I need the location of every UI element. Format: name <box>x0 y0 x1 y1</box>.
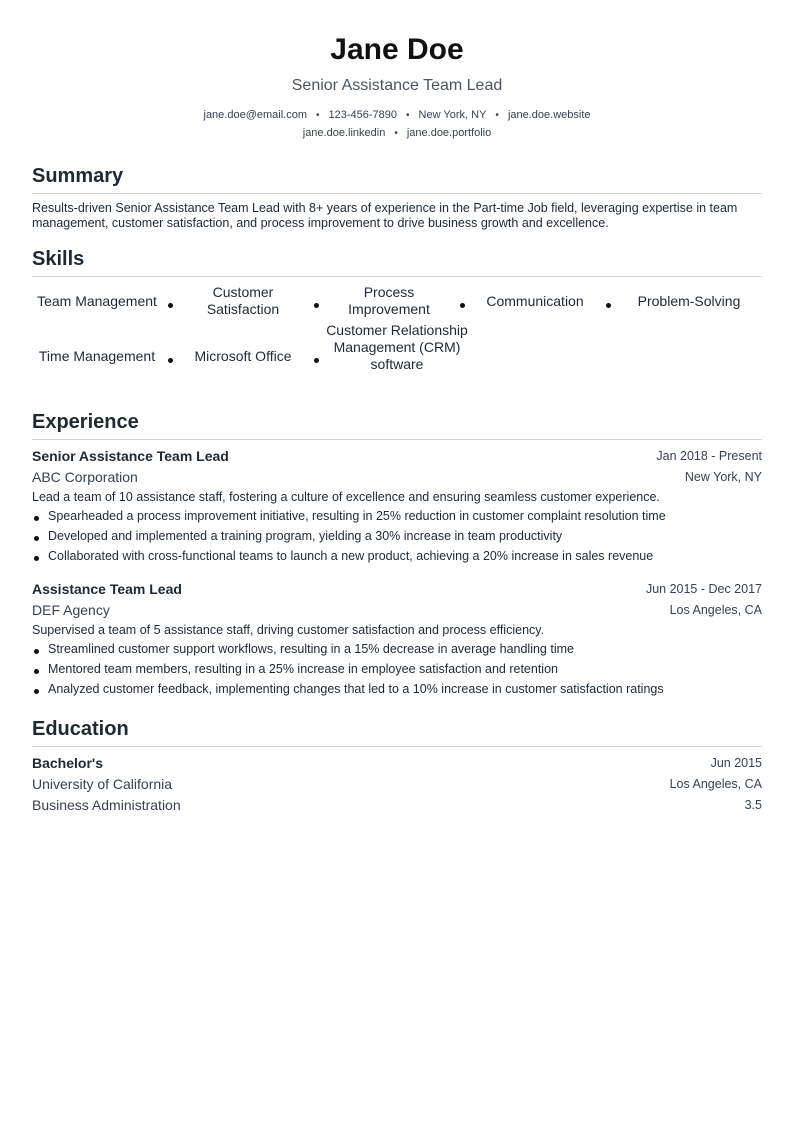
contact-location: New York, NY <box>418 109 487 121</box>
separator-dot: • <box>316 110 320 121</box>
candidate-name: Jane Doe <box>330 33 464 66</box>
education-location: Los Angeles, CA <box>669 777 762 791</box>
skill-item: Process Improvement <box>348 284 430 317</box>
bullet-text: Streamlined customer support workflows, resulting in a 15% decrease in average handling time <box>48 642 574 656</box>
skill-separator-dot <box>606 303 611 308</box>
section-title-experience: Experience <box>32 409 762 440</box>
job-description: Supervised a team of 5 assistance staff, driving customer satisfaction and process efficiency. <box>32 623 545 637</box>
job-dates: Jun 2015 - Dec 2017 <box>645 582 762 596</box>
bullet-text: Mentored team members, resulting in a 25% increase in employee satisfaction and retention <box>48 662 558 676</box>
summary-text: Results-driven Senior Assistance Team Lead with 8+ years of experience in the Part-time Job field, leveraging expertise in team management, customer satisfaction, and process improvement to drive business growth and excellence. <box>32 201 738 230</box>
contact-row <box>0 126 794 141</box>
skill-item: Communication <box>486 293 584 309</box>
contact-row <box>0 108 794 123</box>
contact-email[interactable]: jane.doe@email.com <box>203 109 307 121</box>
section-title-education: Education <box>32 716 762 747</box>
education-date: Jun 2015 <box>710 756 762 770</box>
list-item <box>32 661 762 677</box>
bullet-dot <box>34 689 39 694</box>
contact-website[interactable]: jane.doe.website <box>507 109 591 121</box>
bullet-dot <box>34 536 39 541</box>
skill-separator-dot <box>460 303 465 308</box>
skill-item: Customer Satisfaction <box>206 284 280 317</box>
contact-phone[interactable]: 123-456-7890 <box>328 109 398 121</box>
education-field: Business Administration <box>32 797 181 813</box>
bullet-text: Developed and implemented a training program, yielding a 30% increase in team productivity <box>48 529 563 543</box>
skill-item: Microsoft Office <box>194 348 292 364</box>
section-title-skills: Skills <box>32 246 762 277</box>
skills-row <box>32 322 762 392</box>
skill-separator-dot <box>314 303 319 308</box>
job-location: New York, NY <box>684 470 762 484</box>
bullet-dot <box>34 516 39 521</box>
job-company: DEF Agency <box>32 602 110 618</box>
skill-item: Team Management <box>37 293 157 309</box>
job-title: Assistance Team Lead <box>32 581 182 597</box>
list-item <box>32 641 762 657</box>
job-title: Senior Assistance Team Lead <box>32 448 229 464</box>
separator-dot: • <box>406 110 410 121</box>
separator-dot: • <box>495 110 499 121</box>
skill-separator-dot <box>168 303 173 308</box>
list-item <box>32 528 762 544</box>
skill-item: Problem-Solving <box>637 293 741 309</box>
bullet-text: Spearheaded a process improvement initiative, resulting in 25% reduction in customer complaint resolution time <box>48 509 666 523</box>
separator-dot: • <box>394 128 398 139</box>
list-item <box>32 508 762 524</box>
skill-separator-dot <box>314 358 319 363</box>
contact-portfolio[interactable]: jane.doe.portfolio <box>406 127 492 139</box>
education-gpa: 3.5 <box>744 798 762 812</box>
section-title-summary: Summary <box>32 163 762 194</box>
job-description: Lead a team of 10 assistance staff, fostering a culture of excellence and ensuring seamless customer experience. <box>32 490 660 504</box>
skill-item: Time Management <box>38 348 156 364</box>
job-dates: Jan 2018 - Present <box>656 449 762 463</box>
candidate-headline: Senior Assistance Team Lead <box>291 77 503 94</box>
list-item <box>32 548 762 564</box>
education-degree: Bachelor's <box>32 755 104 771</box>
bullet-text: Collaborated with cross-functional teams to launch a new product, achieving a 20% increase in sales revenue <box>48 549 654 563</box>
skill-separator-dot <box>168 358 173 363</box>
bullet-dot <box>34 649 39 654</box>
bullet-dot <box>34 669 39 674</box>
job-company: ABC Corporation <box>32 469 138 485</box>
job-location: Los Angeles, CA <box>669 603 762 617</box>
education-school: University of California <box>32 776 173 792</box>
bullet-text: Analyzed customer feedback, implementing changes that led to a 10% increase in customer satisfaction ratings <box>48 682 664 696</box>
list-item <box>32 681 762 697</box>
bullet-dot <box>34 556 39 561</box>
skill-item: Customer Relationship Management (CRM) software <box>326 322 468 372</box>
contact-linkedin[interactable]: jane.doe.linkedin <box>302 127 386 139</box>
